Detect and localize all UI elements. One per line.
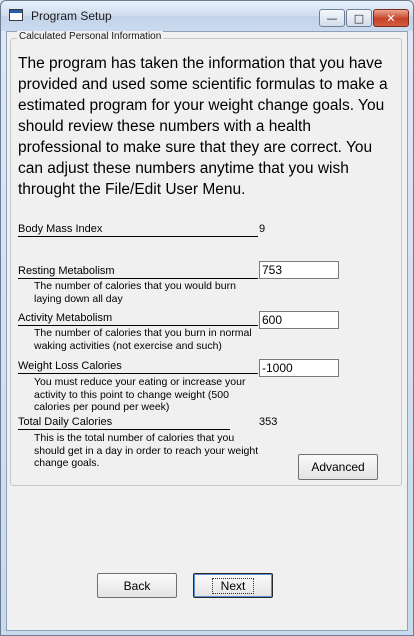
weight-loss-desc: You must reduce your eating or increase your activity to this point to change weight (500 calories per pound per week) [34, 376, 246, 413]
minimize-icon: — [326, 11, 338, 25]
back-button-label: Back [123, 578, 151, 593]
app-icon [9, 9, 23, 21]
weight-loss-field[interactable]: -1000 [259, 359, 339, 377]
close-icon: ✕ [386, 11, 396, 25]
group-label: Calculated Personal Information [19, 31, 162, 42]
bmi-label: Body Mass Index [18, 223, 258, 237]
weight-loss-label: Weight Loss Calories [18, 360, 258, 374]
total-daily-calories-label: Total Daily Calories [18, 416, 230, 430]
title-bar[interactable] [1, 1, 413, 31]
total-daily-calories-value: 353 [259, 416, 278, 428]
back-button[interactable] [97, 573, 177, 598]
resting-metabolism-field[interactable]: 753 [259, 261, 339, 279]
next-button[interactable] [193, 573, 273, 598]
window-title: Program Setup [31, 9, 112, 23]
personal-info-group [10, 31, 402, 486]
maximize-icon: □ [353, 11, 365, 25]
next-button-label: Next [212, 578, 255, 594]
resting-metabolism-label: Resting Metabolism [18, 265, 258, 279]
activity-metabolism-label: Activity Metabolism [18, 312, 258, 326]
advanced-button[interactable] [298, 454, 378, 480]
total-daily-calories-desc: This is the total number of calories that you should get in a day in order to reach your weight change goals. [34, 432, 259, 469]
intro-text: The program has taken the information that you have provided and used some scientific formulas to make a estimated program for your weight change goals. You should review these numbers with a health professional to make sure that they are correct. You can adjust these numbers anytime that you wish throught the File/Edit User Menu. [18, 55, 388, 198]
advanced-button-label: Advanced [311, 460, 365, 474]
minimize-button[interactable] [319, 9, 345, 27]
activity-metabolism-desc: The number of calories that you burn in normal waking activities (not exercise and such) [34, 327, 252, 352]
activity-metabolism-field[interactable]: 600 [259, 311, 339, 329]
resting-metabolism-desc: The number of calories that you would burn laying down all day [34, 280, 236, 305]
bmi-value: 9 [259, 223, 266, 235]
maximize-button[interactable] [346, 9, 372, 27]
close-button[interactable] [373, 9, 409, 27]
window-client-area [6, 31, 408, 631]
